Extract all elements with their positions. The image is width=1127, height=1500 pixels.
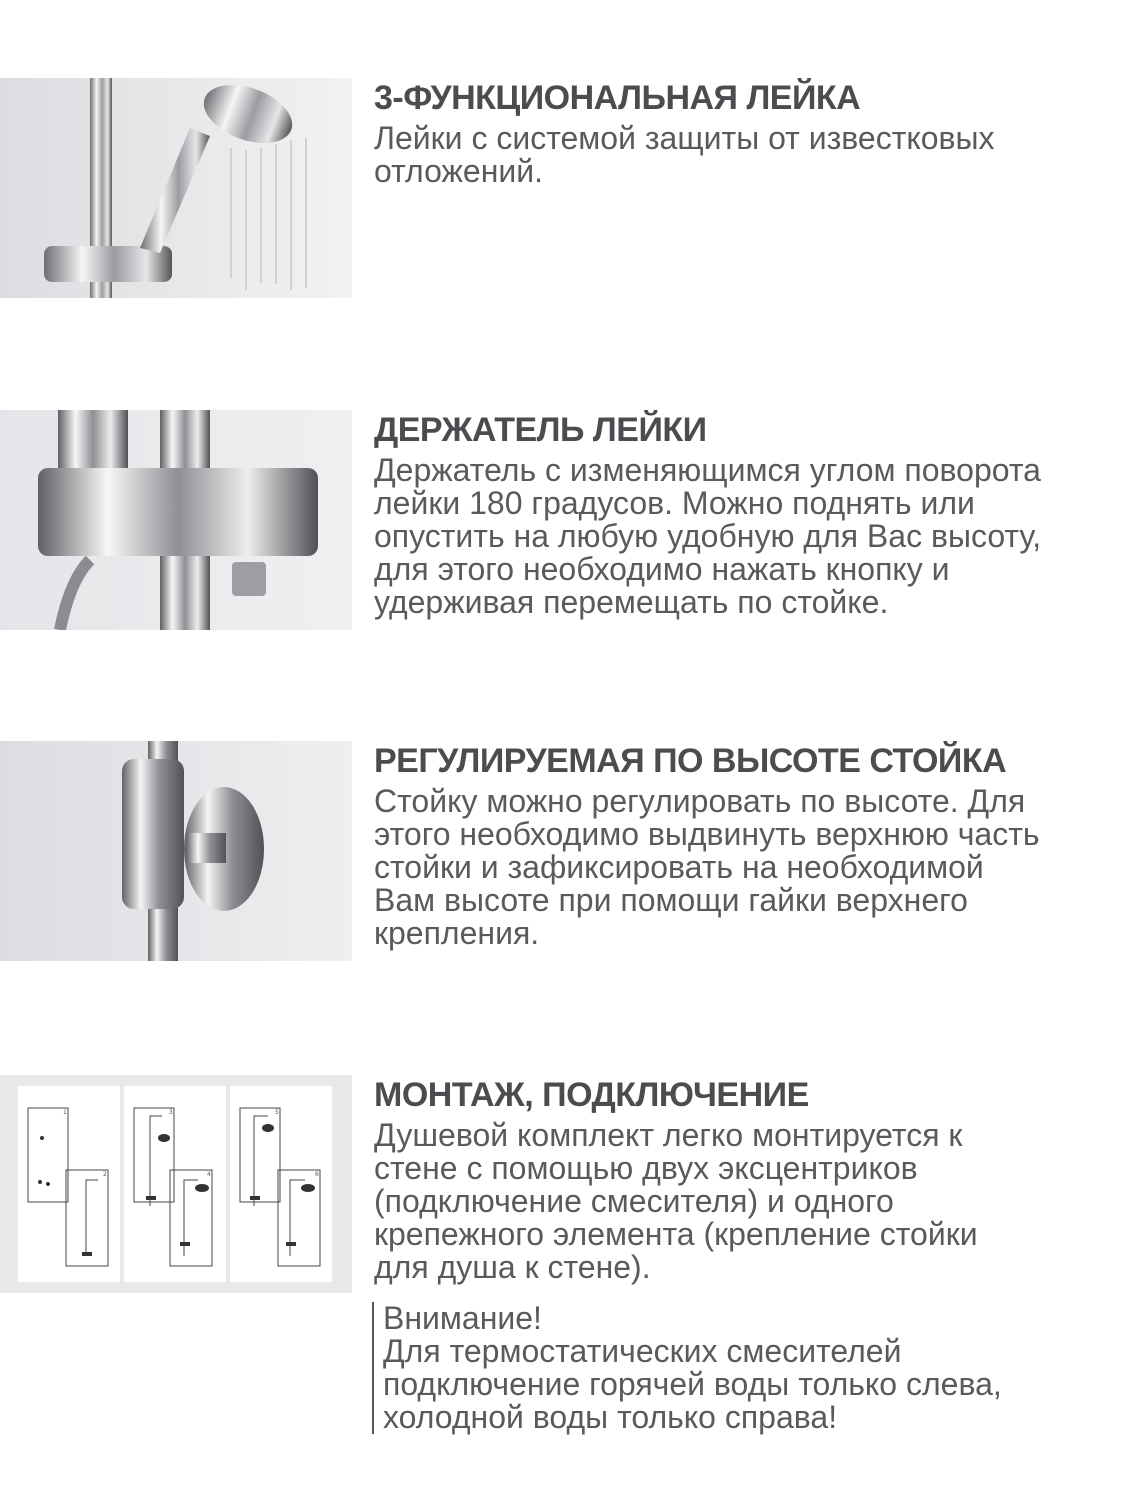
rail-photo [0,741,352,961]
diagram-step-number: 1 [63,1109,67,1116]
warning-note [372,1302,1123,1434]
installation-diagram [0,1075,352,1293]
section-description [374,785,1119,950]
section-description [374,454,1119,619]
section-title: 3-ФУНКЦИОНАЛЬНАЯ ЛЕЙКА [374,79,861,117]
section-text [374,1075,1119,1284]
shower-head-illustration [0,78,352,298]
description-line: Душевой комплект легко монтируется к [374,1117,963,1153]
description-line: отложений. [374,153,544,189]
section-title: МОНТАЖ, ПОДКЛЮЧЕНИЕ [374,1076,809,1114]
warning-line: Для термостатических смесителей [383,1333,902,1369]
warning-line: подключение горячей воды только слева, [383,1366,1002,1402]
holder-illustration [0,410,352,630]
section-description [374,1119,1119,1284]
description-line: Держатель с изменяющимся углом поворота [374,452,1041,488]
diagram-step-number: 4 [207,1171,211,1178]
description-line: стене с помощью двух эксцентриков [374,1150,918,1186]
installation-diagram-illustration [0,1075,352,1293]
diagram-step-number: 2 [103,1171,107,1178]
holder-photo [0,410,352,630]
section-title: ДЕРЖАТЕЛЬ ЛЕЙКИ [374,411,707,449]
warning-text [383,1335,1123,1434]
diagram-step-number: 5 [275,1109,279,1116]
section-description [374,122,1119,188]
description-line: крепежного элемента (крепление стойки [374,1216,978,1252]
rail-illustration [0,741,352,961]
description-line: Лейки с системой защиты от известковых [374,120,995,156]
description-line: лейки 180 градусов. Можно поднять или [374,485,975,521]
description-line: стойки и зафиксировать на необходимой [374,849,984,885]
description-line: для душа к стене). [374,1249,651,1285]
description-line: крепления. [374,915,540,951]
description-line: для этого необходимо нажать кнопку и [374,551,950,587]
diagram-step-number: 6 [315,1171,319,1178]
section-text [374,410,1119,619]
warning-line: холодной воды только справа! [383,1399,838,1435]
description-line: (подключение смесителя) и одного [374,1183,894,1219]
description-line: этого необходимо выдвинуть верхнюю часть [374,816,1040,852]
warning-heading: Внимание! [383,1300,542,1336]
section-text [374,741,1119,950]
description-line: удерживая перемещать по стойке. [374,584,889,620]
shower-head-photo [0,78,352,298]
section-text [374,78,1119,188]
section-title: РЕГУЛИРУЕМАЯ ПО ВЫСОТЕ СТОЙКА [374,742,1007,780]
description-line: опустить на любую удобную для Вас высоту, [374,518,1042,554]
description-line: Вам высоте при помощи гайки верхнего [374,882,968,918]
description-line: Стойку можно регулировать по высоте. Для [374,783,1026,819]
diagram-step-number: 3 [169,1109,173,1116]
